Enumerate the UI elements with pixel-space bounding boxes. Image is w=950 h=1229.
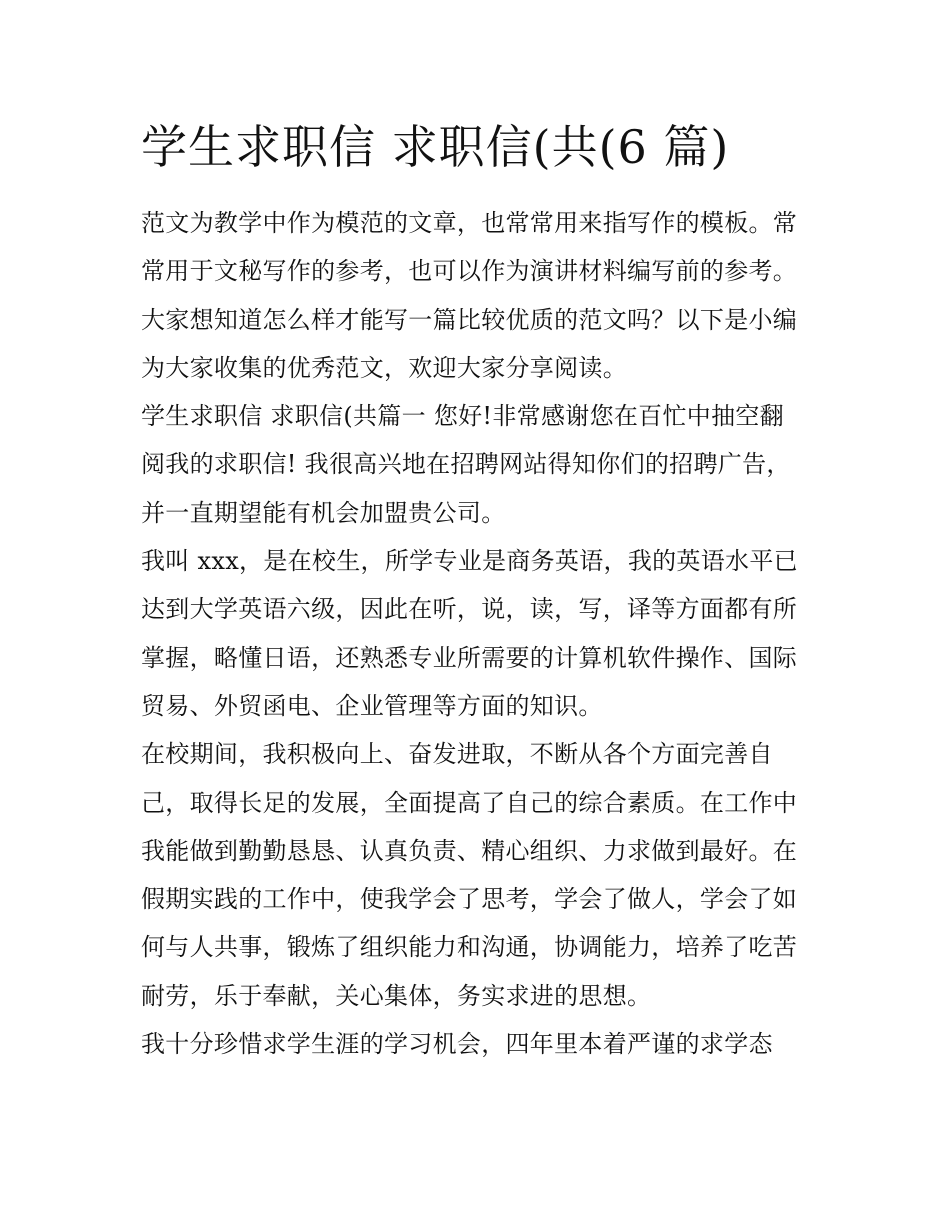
body-line: 贸易、外贸函电、企业管理等方面的知识。 — [141, 691, 603, 720]
body-line: 我能做到勤勤恳恳、认真负责、精心组织、力求做到最好。在 — [141, 836, 798, 865]
body-line: 大家想知道怎么样才能写一篇比较优质的范文吗？以下是小编 — [141, 305, 798, 334]
body-line: 我叫 xxx，是在校生，所学专业是商务英语，我的英语水平已 — [141, 547, 798, 576]
body-line: 何与人共事，锻炼了组织能力和沟通，协调能力，培养了吃苦 — [141, 933, 798, 962]
body-line: 在校期间，我积极向上、奋发进取，不断从各个方面完善自 — [141, 740, 773, 769]
body-line: 学生求职信 求职信(共篇一 您好!非常感谢您在百忙中抽空翻 — [141, 402, 784, 431]
document-title: 学生求职信 求职信(共(6 篇) — [141, 120, 730, 174]
body-line: 并一直期望能有机会加盟贵公司。 — [141, 498, 506, 527]
body-line: 假期实践的工作中，使我学会了思考，学会了做人，学会了如 — [141, 885, 798, 914]
body-line: 阅我的求职信! 我很高兴地在招聘网站得知你们的招聘广告， — [141, 450, 791, 479]
body-line: 掌握，略懂日语，还熟悉专业所需要的计算机软件操作、国际 — [141, 643, 798, 672]
document-body — [141, 199, 811, 1068]
body-line: 达到大学英语六级，因此在听，说，读，写，译等方面都有所 — [141, 595, 798, 624]
body-line: 己，取得长足的发展，全面提高了自己的综合素质。在工作中 — [141, 788, 798, 817]
body-line: 耐劳，乐于奉献，关心集体，务实求进的思想。 — [141, 981, 652, 1010]
body-line: 范文为教学中作为模范的文章，也常常用来指写作的模板。常 — [141, 209, 798, 237]
body-line: 为大家收集的优秀范文，欢迎大家分享阅读。 — [141, 353, 627, 382]
body-line: 常用于文秘写作的参考，也可以作为演讲材料编写前的参考。 — [141, 257, 798, 286]
body-line: 我十分珍惜求学生涯的学习机会，四年里本着严谨的求学态 — [141, 1030, 773, 1059]
